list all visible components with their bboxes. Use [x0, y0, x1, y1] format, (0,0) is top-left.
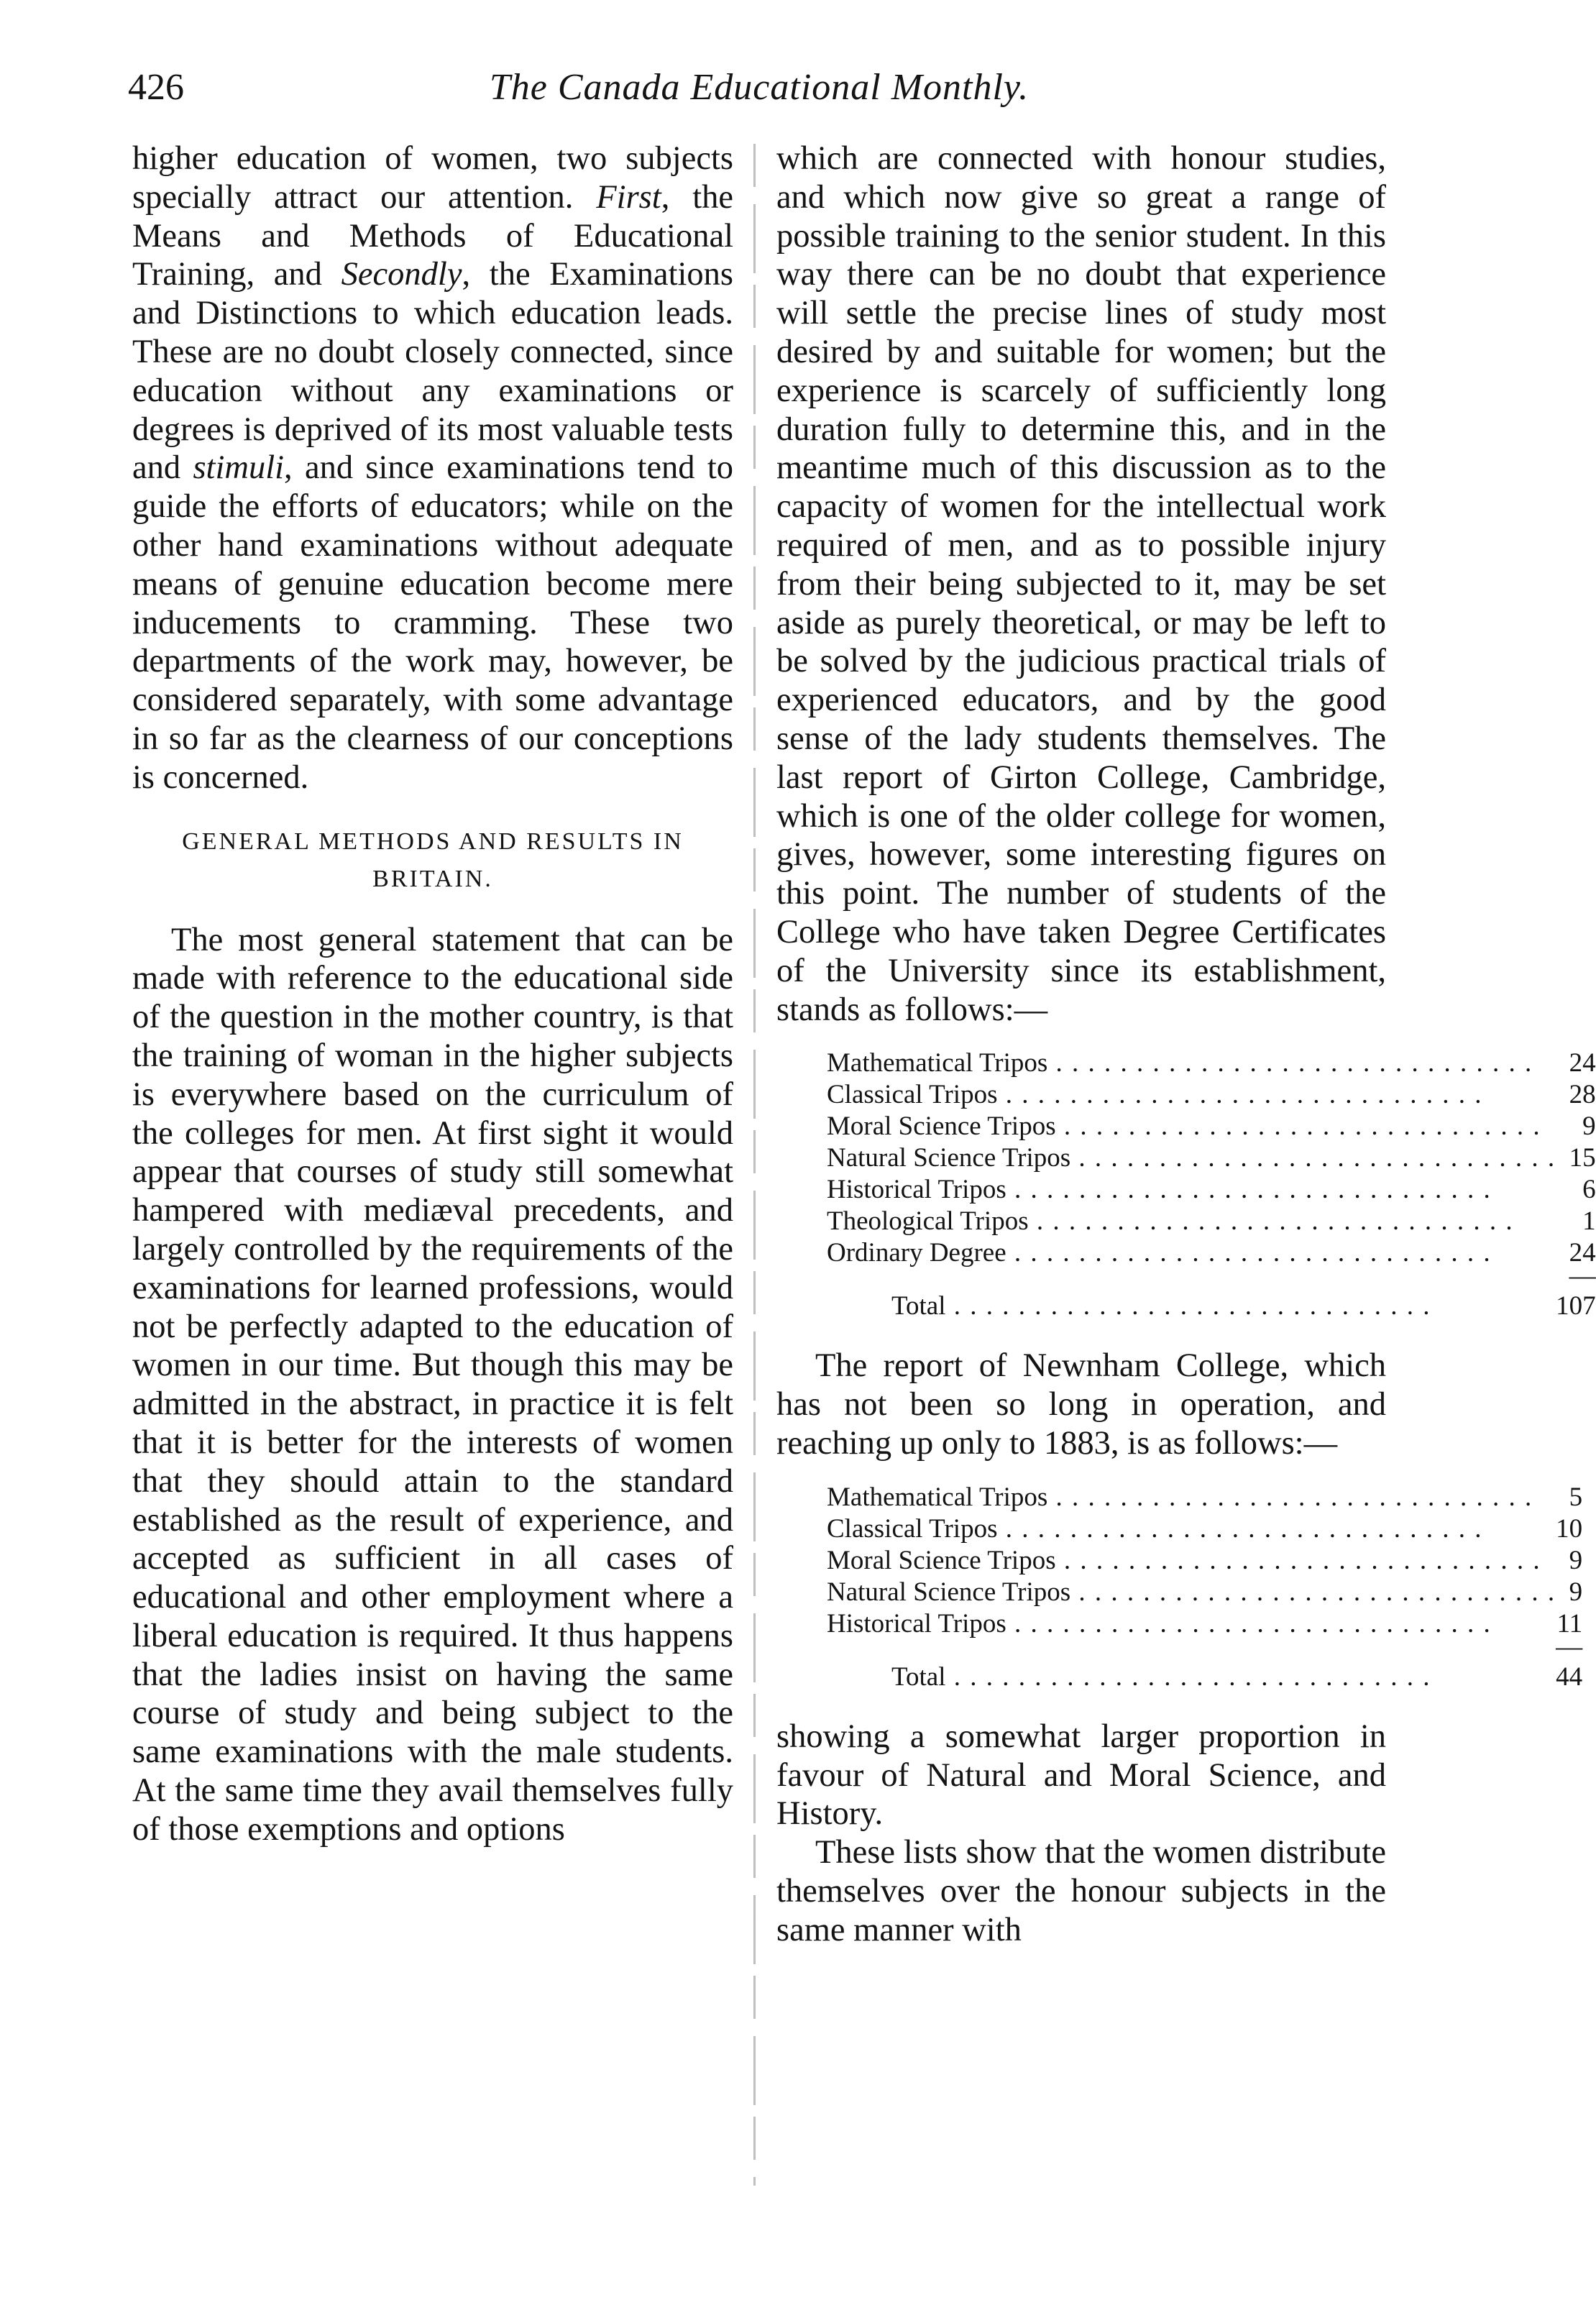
table-row [827, 1111, 1596, 1142]
total-label: Total . . . [827, 1283, 1556, 1322]
table-count: 10 [1556, 1513, 1583, 1544]
sum-rule: — [1556, 1631, 1583, 1662]
total-row [827, 1654, 1582, 1693]
table-row [827, 1577, 1582, 1608]
table-row [827, 1513, 1582, 1545]
table-subject: Moral Science Tripos . . . [827, 1545, 1556, 1577]
table-row [827, 1079, 1596, 1111]
paragraph: The most general statement that can be made with reference to the educational side of the question in the mother country, is that the training of woman in the higher subjects is everywhere based on the curriculum of the colleges for men. At first sight it would appear that courses of study still somewhat hampered with mediæval precedents, and largely controlled by the requirements of the examinations for learned professions, would not be perfectly adapted to the education of women in our time. But though this may be admitted in the abstract, in practice it is felt that it is better for the interests of women that they should attain to the standard established as the result of experience, and accepted as sufficient in all cases of educational and other employment where a liberal education is required. It thus happens that the ladies insist on having the same course of study and being subject to the same examinations with the male students. At the same time they avail themselves fully of those exemptions and options [132, 921, 733, 1848]
total-count: 107 [1556, 1291, 1596, 1321]
table-count: 24 [1569, 1048, 1596, 1078]
text-run: , the Means and Methods of Educational Training, and [132, 178, 733, 293]
emphasis-stimuli: stimuli [193, 449, 285, 487]
newnham-results-table [827, 1482, 1582, 1693]
table-row [827, 1545, 1582, 1577]
page-header [128, 59, 1390, 116]
section-heading-line: BRITAIN. [372, 865, 493, 892]
table-subject: Historical Tripos . . . [827, 1608, 1556, 1640]
section-heading-line: GENERAL METHODS AND RESULTS IN [182, 828, 684, 855]
left-column [132, 139, 733, 1849]
table-subject: Natural Science Tripos . . . [827, 1142, 1556, 1174]
table-count: 5 [1569, 1482, 1583, 1512]
table-count: 28 [1569, 1080, 1596, 1110]
girton-results-table [827, 1048, 1596, 1322]
table-count: 9 [1569, 1545, 1583, 1575]
paragraph: which are connected with honour studies, and which now give so great a range of possible training to the senior student. In this way there can be no doubt that experience will settle the precise lines of study most desired by and suitable for women; but the experience is scarcely of sufficiently long duration fully to determine this, and in the meantime much of this discussion as to the capacity of women for the intellectual work required of men, and as to possible injury from their being subjected to it, may be set aside as purely theoretical, or may be left to be solved by the judicious practical trials of experienced educators, and by the good sense of the lady students themselves. The last report of Girton College, Cambridge, which is one of the older college for women, gives, however, some interesting figures on this point. The number of students of the College who have taken Degree Certificates of the University since its establishment, stands as follows:— [776, 140, 1386, 1028]
sum-rule-row [827, 1640, 1582, 1654]
table-row [827, 1174, 1596, 1206]
table-subject: Classical Tripos . . . [827, 1513, 1556, 1545]
table-count: 24 [1569, 1238, 1596, 1268]
table-count: 15 [1569, 1143, 1596, 1173]
right-column [776, 139, 1596, 1950]
emphasis-secondly: Secondly [341, 256, 462, 293]
table-row [827, 1142, 1596, 1174]
table-count: 9 [1582, 1112, 1596, 1142]
column-divider [753, 144, 756, 2186]
sum-rule-row [827, 1269, 1596, 1283]
table-subject: Theological Tripos . . . [827, 1206, 1556, 1237]
table-row [827, 1206, 1596, 1237]
table-subject: Mathematical Tripos . . . [827, 1482, 1556, 1513]
table-row [827, 1237, 1596, 1269]
table-count: 1 [1582, 1206, 1596, 1237]
table-count: 6 [1582, 1175, 1596, 1205]
table-count: 11 [1556, 1608, 1583, 1638]
text-run: higher education of women, two subjects specially attract our attention. [132, 140, 733, 216]
table-row [827, 1048, 1596, 1079]
page-number: 426 [128, 67, 184, 108]
paragraph [132, 139, 733, 797]
running-title: The Canada Educational Monthly. [489, 67, 1029, 108]
paragraph: The report of Newnham College, which has not been so long in operation, and reaching up only to 1883, is as follows:— [776, 1347, 1386, 1462]
table-subject: Moral Science Tripos . . . [827, 1111, 1556, 1142]
table-count: 9 [1569, 1577, 1583, 1607]
emphasis-first: First [596, 178, 661, 216]
table-row [827, 1608, 1582, 1640]
paragraph: showing a somewhat larger proportion in favour of Natural and Moral Science, and History. [776, 1718, 1386, 1833]
table-subject: Historical Tripos . . . [827, 1174, 1556, 1206]
text-run: , and since examinations tend to guide the efforts of educators; while on the other hand examinations without adequate means of genuine education become mere inducements to cramming. These two departments of the work may, however, be considered separately, with some advantage in so far as the clearness of our conceptions is concerned. [132, 449, 733, 796]
table-subject: Mathematical Tripos . . . [827, 1048, 1556, 1079]
total-count: 44 [1556, 1662, 1583, 1692]
table-subject: Classical Tripos . . . [827, 1079, 1556, 1111]
total-row [827, 1283, 1596, 1322]
paragraph: These lists show that the women distribute themselves over the honour subjects in the same manner with [776, 1834, 1386, 1948]
section-heading [132, 823, 733, 898]
text-run: , the Examinations and Distinctions to which education leads. These are no doubt closely connected, since education without any examinations or degrees is deprived of its most valuable tests and [132, 256, 734, 487]
table-subject: Ordinary Degree . . . [827, 1237, 1556, 1269]
total-label: Total . . . [827, 1654, 1556, 1693]
table-subject: Natural Science Tripos . . . [827, 1577, 1556, 1608]
table-row [827, 1482, 1582, 1513]
sum-rule: — [1569, 1261, 1596, 1291]
